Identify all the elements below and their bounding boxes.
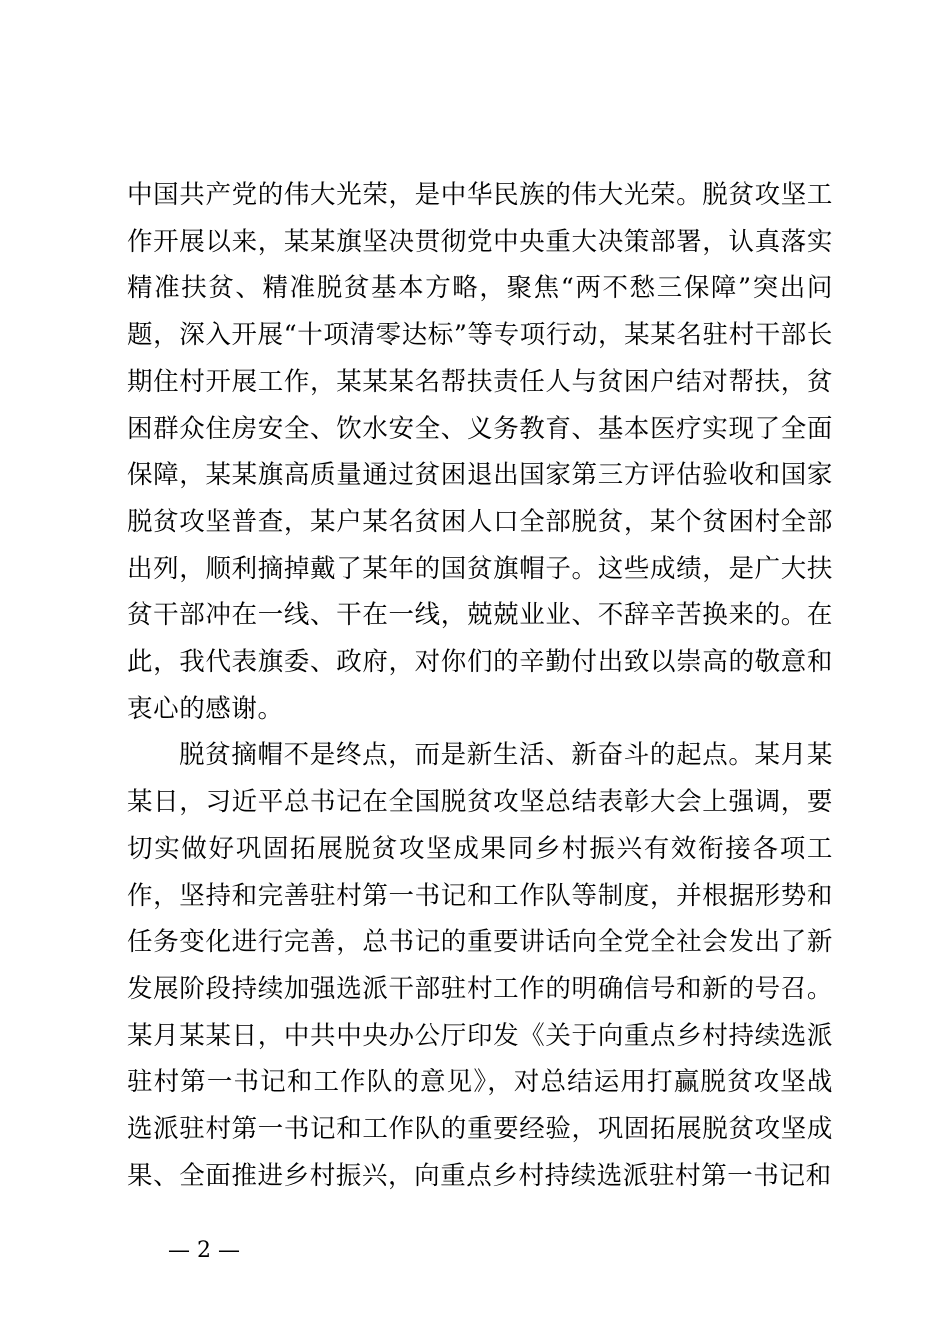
- body-text: [127, 172, 833, 1199]
- page-number: — 2 —: [168, 1238, 240, 1263]
- paragraph-1: 中国共产党的伟大光荣，是中华民族的伟大光荣。脱贫攻坚工作开展以来，某某旗坚决贯彻党中央重大决策部署，认真落实精准扶贫、精准脱贫基本方略，聚焦“两不愁三保障”突出问题，深入开展“十项清零达标”等专项行动，某某名驻村干部长期住村开展工作，某某某名帮扶责任人与贫困户结对帮扶，贫困群众住房安全、饮水安全、义务教育、基本医疗实现了全面保障，某某旗高质量通过贫困退出国家第三方评估验收和国家脱贫攻坚普查，某户某名贫困人口全部脱贫，某个贫困村全部出列，顺利摘掉戴了某年的国贫旗帽子。这些成绩，是广大扶贫干部冲在一线、干在一线，兢兢业业、不辞辛苦换来的。在此，我代表旗委、政府，对你们的辛勤付出致以崇高的敬意和衷心的感谢。: [127, 180, 833, 724]
- paragraph-2: 脱贫摘帽不是终点，而是新生活、新奋斗的起点。某月某某日，习近平总书记在全国脱贫攻坚总结表彰大会上强调，要切实做好巩固拓展脱贫攻坚成果同乡村振兴有效衔接各项工作，坚持和完善驻村第一书记和工作队等制度，并根据形势和任务变化进行完善，总书记的重要讲话向全党全社会发出了新发展阶段持续加强选派干部驻村工作的明确信号和新的号召。某月某某日，中共中央办公厅印发《关于向重点乡村持续选派驻村第一书记和工作队的意见》，对总结运用打赢脱贫攻坚战选派驻村第一书记和工作队的重要经验，巩固拓展脱贫攻坚成果、全面推进乡村振兴，向重点乡村持续选派驻村第一书记和: [127, 740, 833, 1191]
